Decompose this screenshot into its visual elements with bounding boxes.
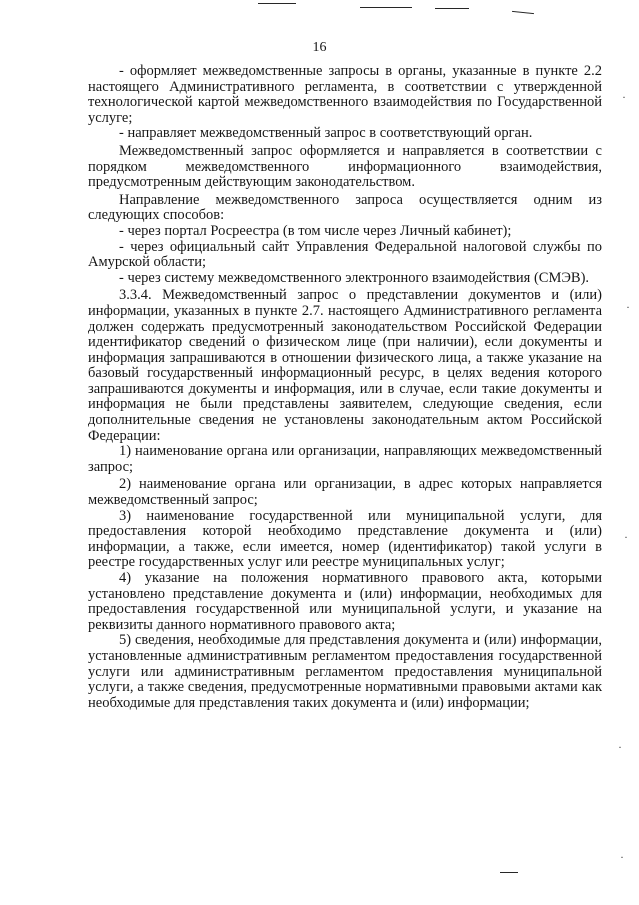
scan-speck: · — [624, 530, 628, 544]
list-item-5: 5) сведения, необходимые для представления документа и (или) информации, установленные административным регламентом предоставления государственной услуги или административным регламентом предоставления муниципальной услуги, а также сведения, предусмотренные нормативными правовыми актами как необходимые для представления таких документа и (или) информации; — [88, 632, 602, 711]
list-item-3: 3) наименование государственной или муниципальной услуги, для предоставления которой необходимо представление документа и (или) информации, а также, если имеется, номер (идентификатор) такой услуги в реестре государственных услуг или реестре муниципальных услуг; — [88, 507, 602, 571]
paragraph-bullet-send-requests: - оформляет межведомственные запросы в органы, указанные в пункте 2.2 настоящего Административного регламента, в соответствии с утвержденной технологической картой межведомственного взаимодействия по Государственной услуге; — [88, 63, 602, 126]
list-item-2: 2) наименование органа или организации, в адрес которых направляется межведомственный запрос; — [88, 476, 602, 509]
document-body — [88, 64, 602, 711]
paragraph-request-methods: Направление межведомственного запроса осуществляется одним из следующих способов: — [88, 191, 602, 224]
scan-speck: · — [620, 850, 624, 864]
paragraph-method-smev: - через систему межведомственного электронного взаимодействия (СМЭВ). — [119, 269, 590, 286]
page-number: 16 — [312, 40, 327, 55]
paragraph-section-3-3-4: 3.3.4. Межведомственный запрос о представлении документов и (или) информации, указанных в пункте 2.7. настоящего Административного регламента должен содержать предусмотренный законодательством Российской Федерации идентификатор сведений о физическом лице (при наличии), если документы и информация запрашиваются в отношении физического лица, а также указание на базовый государственный информационный ресурс, в целях ведения которого запрашиваются документы и информация, или в случае, если такие документы и информация не были представлены заявителем, следующие сведения, если дополнительные сведения не установлены законодательным актом Российской Федерации: — [88, 287, 602, 444]
scan-mark — [360, 7, 412, 8]
scan-mark — [435, 8, 469, 9]
scan-mark — [512, 11, 534, 14]
list-item-4: 4) указание на положения нормативного правового акта, которыми установлено представление документа и (или) информации, необходимых для предоставления государственной или муниципальной услуги, и указание на реквизиты данного нормативного правового акта; — [88, 570, 602, 633]
scan-mark — [258, 3, 296, 4]
scan-speck: · — [622, 90, 626, 104]
scan-speck: · — [618, 740, 622, 754]
paragraph-request-formation: Межведомственный запрос оформляется и направляется в соответствии с порядком межведомственного информационного взаимодействия, предусмотренным действующим законодательством. — [88, 142, 602, 191]
list-item-1: 1) наименование органа или организации, направляющих межведомственный запрос; — [88, 443, 602, 475]
scan-mark — [500, 872, 518, 873]
paragraph-bullet-direct-request: - направляет межведомственный запрос в соответствующий орган. — [119, 125, 533, 142]
scan-speck: · — [626, 300, 630, 314]
paragraph-method-tax-service: - через официальный сайт Управления Федеральной налоговой службы по Амурской области; — [88, 238, 602, 271]
paragraph-method-rosreestr: - через портал Росреестра (в том числе через Личный кабинет); — [119, 222, 512, 239]
